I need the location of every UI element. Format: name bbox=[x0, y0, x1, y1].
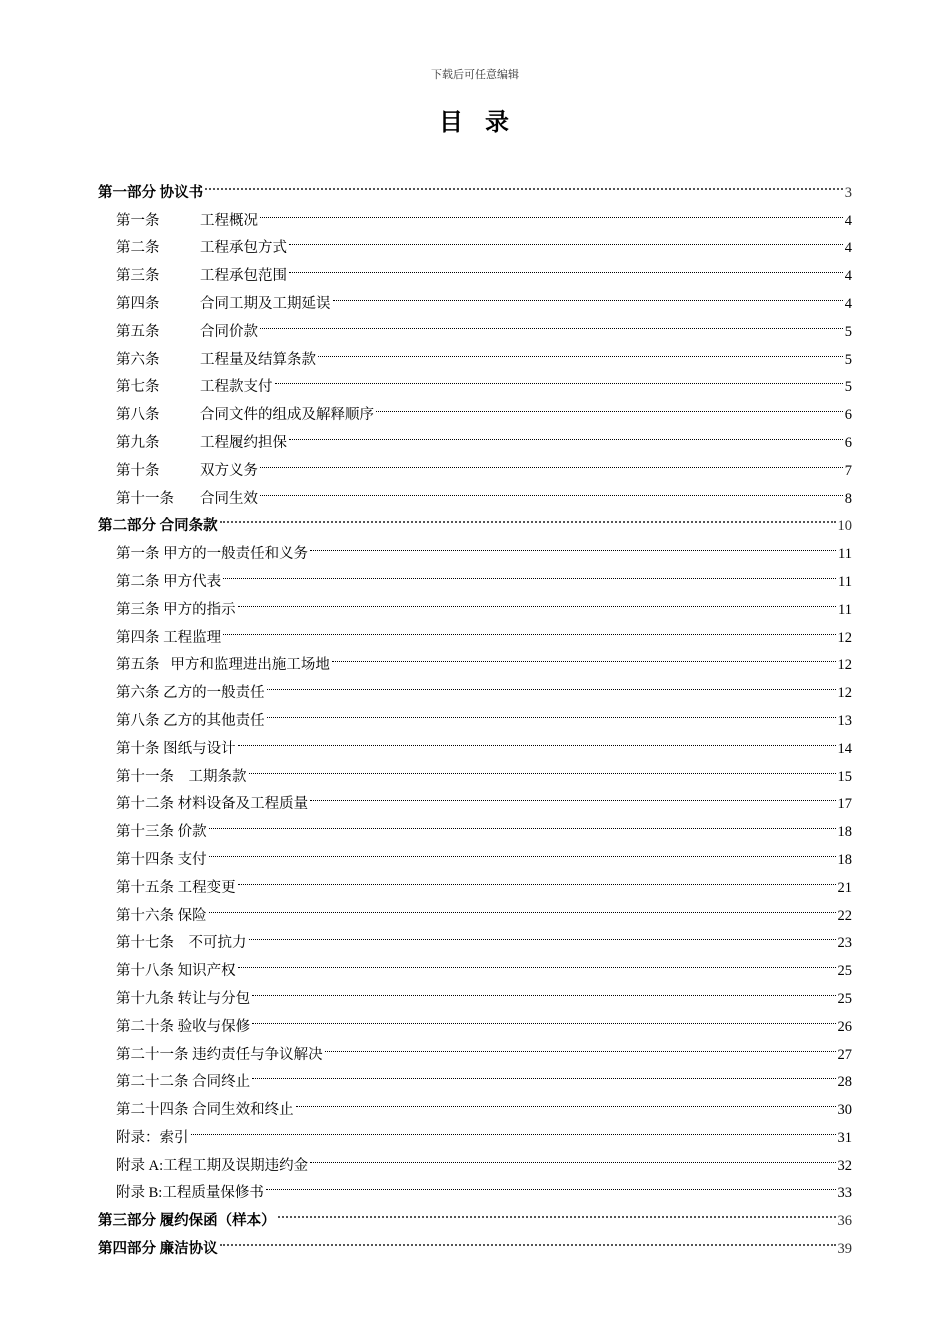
dot-leader bbox=[310, 1142, 835, 1170]
toc-entry-label: 第一条 甲方的一般责任和义务 bbox=[116, 546, 309, 563]
toc-page-number: 12 bbox=[837, 629, 852, 646]
toc-entry-number: 第八条 bbox=[116, 407, 160, 424]
dot-leader bbox=[325, 1031, 836, 1059]
toc-entry-label: 合同工期及工期延误 bbox=[200, 295, 331, 312]
toc-page-number: 39 bbox=[837, 1241, 852, 1258]
toc-page-number: 33 bbox=[837, 1185, 852, 1202]
toc-entry-label: 第一部分 协议书 bbox=[98, 184, 204, 201]
toc-entry-label: 第六条 乙方的一般责任 bbox=[116, 685, 265, 702]
dot-leader bbox=[289, 419, 843, 447]
toc-entry-label: 第十二条 材料设备及工程质量 bbox=[116, 796, 309, 813]
toc-page-number: 12 bbox=[837, 685, 852, 702]
toc-page-number: 30 bbox=[837, 1102, 852, 1119]
toc-page-number: 27 bbox=[837, 1046, 852, 1063]
toc-page-number: 4 bbox=[844, 295, 852, 312]
toc-page-number: 28 bbox=[837, 1074, 852, 1091]
toc-page-number: 36 bbox=[837, 1213, 852, 1230]
toc-page-number: 6 bbox=[844, 434, 852, 451]
dot-leader bbox=[260, 308, 843, 336]
toc-entry-number: 第三条 bbox=[116, 268, 160, 285]
toc-entry-label: 第四部分 廉洁协议 bbox=[98, 1241, 218, 1258]
dot-leader bbox=[260, 475, 843, 503]
toc-entry-label: 第三部分 履约保函（样本） bbox=[98, 1213, 276, 1230]
toc-entry-label: 附录 A:工程工期及误期违约金 bbox=[116, 1157, 309, 1174]
toc-page-number: 13 bbox=[837, 712, 852, 729]
toc-entry-number: 第十条 bbox=[116, 462, 160, 479]
dot-leader bbox=[249, 920, 836, 948]
dot-leader bbox=[278, 1197, 836, 1225]
toc-entry-label: 第十条 图纸与设计 bbox=[116, 740, 236, 757]
dot-leader bbox=[209, 892, 836, 920]
dot-leader bbox=[275, 364, 843, 392]
toc-page-number: 7 bbox=[844, 462, 852, 479]
page-title bbox=[0, 102, 950, 137]
toc-page-number: 18 bbox=[837, 851, 852, 868]
dot-leader bbox=[310, 530, 836, 558]
dot-leader bbox=[223, 614, 835, 642]
toc-entry-label: 第四条 工程监理 bbox=[116, 629, 222, 646]
toc-entry-label: 工程款支付 bbox=[200, 379, 273, 396]
toc-page-number: 23 bbox=[837, 935, 852, 952]
toc-page-number: 4 bbox=[844, 268, 852, 285]
toc-page-number: 5 bbox=[844, 351, 852, 368]
dot-leader bbox=[191, 1114, 836, 1142]
dot-leader bbox=[318, 336, 843, 364]
dot-leader bbox=[332, 642, 836, 670]
toc-page-number: 25 bbox=[837, 963, 852, 980]
dot-leader bbox=[333, 280, 843, 308]
toc-entry-label: 第二十四条 合同生效和终止 bbox=[116, 1102, 294, 1119]
toc-page-number: 11 bbox=[838, 601, 852, 618]
toc-entry-label: 第十五条 工程变更 bbox=[116, 879, 236, 896]
page-header: 下载后可任意编辑 bbox=[431, 69, 519, 81]
toc-entry-number: 第五条 bbox=[116, 323, 160, 340]
toc-entry-label: 第十六条 保险 bbox=[116, 907, 207, 924]
dot-leader bbox=[238, 586, 836, 614]
dot-leader bbox=[238, 725, 836, 753]
dot-leader bbox=[249, 753, 836, 781]
dot-leader bbox=[260, 447, 843, 475]
toc-page-number: 26 bbox=[837, 1018, 852, 1035]
toc-entry-number: 第六条 bbox=[116, 351, 160, 368]
dot-leader bbox=[267, 669, 836, 697]
toc-page-number: 8 bbox=[844, 490, 852, 507]
dot-leader bbox=[209, 808, 836, 836]
dot-leader bbox=[266, 1170, 836, 1198]
toc-entry-label: 第十八条 知识产权 bbox=[116, 963, 236, 980]
toc-page-number: 15 bbox=[837, 768, 852, 785]
toc-article-entry[interactable] bbox=[98, 864, 852, 896]
toc-page-number: 5 bbox=[844, 323, 852, 340]
toc-article-entry[interactable] bbox=[98, 1142, 852, 1174]
toc-page-number: 12 bbox=[837, 657, 852, 674]
toc-entry-label: 工程量及结算条款 bbox=[200, 351, 316, 368]
toc-entry-number: 第七条 bbox=[116, 379, 160, 396]
dot-leader bbox=[289, 252, 843, 280]
toc-entry-label: 双方义务 bbox=[200, 462, 258, 479]
toc-page-number: 10 bbox=[837, 518, 852, 535]
title-char-2: 录 bbox=[485, 110, 511, 136]
toc-page-number: 4 bbox=[844, 240, 852, 257]
toc-entry-number: 第四条 bbox=[116, 295, 160, 312]
toc-entry-label: 第十三条 价款 bbox=[116, 824, 207, 841]
dot-leader bbox=[376, 391, 843, 419]
toc-entry-number: 第二条 bbox=[116, 240, 160, 257]
dot-leader bbox=[252, 1059, 835, 1087]
toc-article-entry[interactable] bbox=[98, 808, 852, 841]
dot-leader bbox=[220, 503, 836, 531]
toc-entry-label: 工程概况 bbox=[200, 212, 258, 229]
toc-page-number: 6 bbox=[844, 407, 852, 424]
toc-entry-label: 第十一条 工期条款 bbox=[116, 768, 247, 785]
dot-leader bbox=[238, 864, 836, 892]
dot-leader bbox=[267, 697, 836, 725]
toc-page-number: 5 bbox=[844, 379, 852, 396]
toc-entry-label: 第二条 甲方代表 bbox=[116, 573, 222, 590]
dot-leader bbox=[296, 1086, 836, 1114]
toc-entry-label: 合同价款 bbox=[200, 323, 258, 340]
toc-page-number: 11 bbox=[838, 573, 852, 590]
toc-entry-label: 工程履约担保 bbox=[200, 434, 287, 451]
table-of-contents bbox=[98, 169, 852, 1258]
toc-entry-label: 合同生效 bbox=[200, 490, 258, 507]
toc-page-number: 18 bbox=[837, 824, 852, 841]
toc-page-number: 32 bbox=[837, 1157, 852, 1174]
toc-entry-label: 附录 B:工程质量保修书 bbox=[116, 1185, 264, 1202]
toc-page-number: 21 bbox=[837, 879, 852, 896]
toc-page-number: 31 bbox=[837, 1129, 852, 1146]
dot-leader bbox=[252, 1003, 835, 1031]
toc-entry-label: 合同文件的组成及解释顺序 bbox=[200, 407, 374, 424]
toc-article-entry[interactable] bbox=[98, 892, 852, 924]
title-char-1: 目 bbox=[439, 110, 465, 136]
toc-page-number: 14 bbox=[837, 740, 852, 757]
toc-page-number: 22 bbox=[837, 907, 852, 924]
dot-leader bbox=[289, 225, 843, 253]
toc-entry-number: 第九条 bbox=[116, 434, 160, 451]
dot-leader bbox=[310, 781, 835, 809]
toc-entry-label: 附录：索引 bbox=[116, 1129, 189, 1146]
toc-part-entry[interactable] bbox=[98, 169, 852, 201]
toc-entry-label: 第十四条 支付 bbox=[116, 851, 207, 868]
dot-leader bbox=[238, 947, 836, 975]
toc-entry-label: 第二十二条 合同终止 bbox=[116, 1074, 251, 1091]
toc-entry-label: 第三条 甲方的指示 bbox=[116, 601, 236, 618]
dot-leader bbox=[220, 1225, 836, 1253]
toc-entry-label: 第八条 乙方的其他责任 bbox=[116, 712, 265, 729]
toc-entry-label: 工程承包方式 bbox=[200, 240, 287, 257]
toc-page-number: 25 bbox=[837, 990, 852, 1007]
dot-leader bbox=[209, 836, 836, 864]
toc-article-entry[interactable] bbox=[98, 836, 852, 868]
toc-article-entry[interactable] bbox=[98, 1114, 852, 1146]
toc-page-number: 3 bbox=[844, 184, 852, 201]
toc-entry-number: 第一条 bbox=[116, 212, 160, 229]
toc-article-entry[interactable] bbox=[98, 920, 852, 952]
toc-entry-label: 第二十条 验收与保修 bbox=[116, 1018, 251, 1035]
toc-entry-label: 第五条 甲方和监理进出施工场地 bbox=[116, 657, 330, 674]
toc-page-number: 11 bbox=[838, 546, 852, 563]
toc-entry-label: 第二部分 合同条款 bbox=[98, 518, 218, 535]
toc-page-number: 17 bbox=[837, 796, 852, 813]
dot-leader bbox=[252, 975, 835, 1003]
toc-entry-number: 第十一条 bbox=[116, 490, 174, 507]
toc-page-number: 4 bbox=[844, 212, 852, 229]
dot-leader bbox=[205, 169, 843, 197]
toc-entry-label: 第十七条 不可抗力 bbox=[116, 935, 247, 952]
dot-leader bbox=[223, 558, 836, 586]
toc-entry-label: 第十九条 转让与分包 bbox=[116, 990, 251, 1007]
dot-leader bbox=[260, 197, 843, 225]
toc-entry-label: 工程承包范围 bbox=[200, 268, 287, 285]
toc-article-entry[interactable] bbox=[98, 197, 852, 229]
toc-entry-label: 第二十一条 违约责任与争议解决 bbox=[116, 1046, 323, 1063]
